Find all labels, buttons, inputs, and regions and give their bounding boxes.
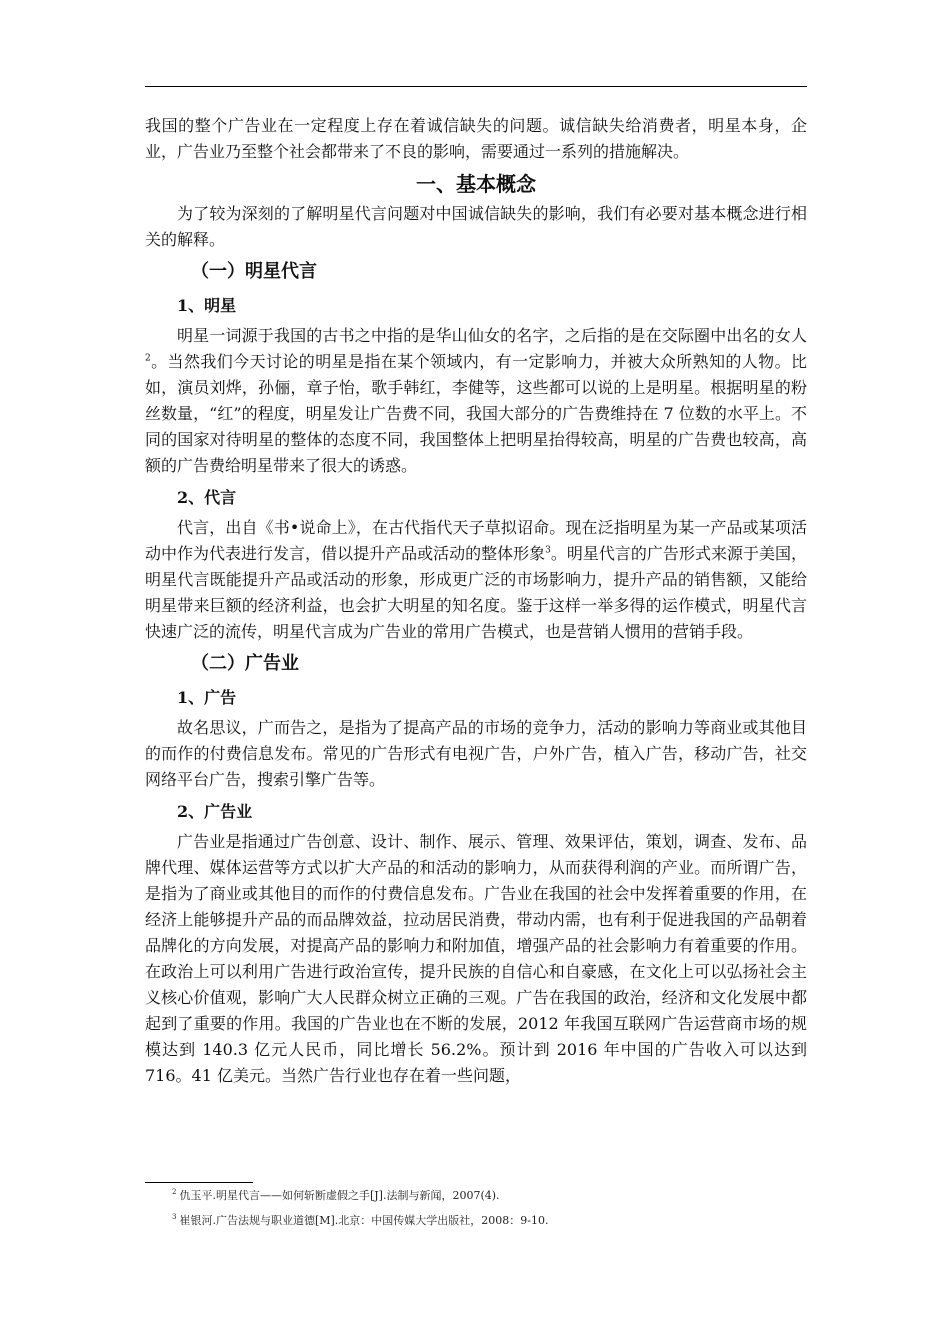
intro-paragraph: 我国的整个广告业在一定程度上存在着诚信缺失的问题。诚信缺失给消费者，明星本身，企业，广告业乃至整个社会都带来了不良的影响，需要通过一系列的措施解决。 — [145, 116, 807, 161]
footnote-text: 崔银河.广告法规与职业道德[M].北京：中国传媒大学出版社，2008：9-10. — [179, 1214, 549, 1227]
footnote-text: 仇玉平.明星代言——如何斩断虚假之手[J].法制与新闻，2007(4). — [179, 1189, 500, 1202]
footnote-number: 2 — [172, 1188, 177, 1197]
advertising-industry-paragraph: 广告业是指通过广告创意、设计、制作、展示、管理、效果评估，策划，调查、发布、品牌代理、媒体运营等方式以扩大产品的和活动的影响力，从而获得利润的产业。而所谓广告，是指为了商业或其他目的而作的付费信息发布。广告业在我国的社会中发挥着重要的作用，在经济上能够提升产品的而品牌效益，拉动居民消费，带动内需，也有利于促进我国的产品朝着品牌化的方向发展，对提高产品的影响力和附加值，增强产品的社会影响力有着重要的作用。在政治上可以利用广告进行政治宣传，提升民族的自信心和自豪感，在文化上可以弘扬社会主义核心价值观，影响广大人民群众树立正确的三观。广告在我国的政治，经济和文化发展中都起到了重要的作用。我国的广告业也在不断的发展，2012 年我国互联网广告运营商市场的规模达到 140.3 亿元人民币，同比增长 56.2%。预计到 2016 年中国的广告收入可以达到 716。41 亿美元。当然广告行业也存在着一些问题， — [145, 832, 807, 1085]
footnote-separator — [145, 1182, 253, 1183]
footnote-ref-2[interactable]: 2 — [145, 353, 151, 364]
document-body — [145, 113, 807, 1089]
footnote-2 — [172, 1188, 500, 1204]
item-title-advertising: 1、广告 — [177, 688, 237, 707]
endorsement-text-a: 代言，出自《书•说命上》，在古代指代天子草拟诏命。现在泛指明星为某一产品或某项活动中作为代表进行发言，借以提升产品或活动的整体形象 — [145, 518, 807, 563]
celebrity-paragraph — [145, 323, 807, 479]
section-lead-paragraph: 为了较为深刻的了解明星代言问题对中国诚信缺失的影响，我们有必要对基本概念进行相关的解释。 — [145, 204, 807, 249]
endorsement-paragraph — [145, 515, 807, 645]
advertising-paragraph: 故名思议，广而告之，是指为了提高产品的市场的竞争力，活动的影响力等商业或其他目的而作的付费信息发布。常见的广告形式有电视广告，户外广告，植入广告，移动广告，社交网络平台广告，搜索引擎广告等。 — [145, 718, 807, 789]
celebrity-text-b: 。当然我们今天讨论的明星是指在某个领域内，有一定影响力，并被大众所熟知的人物。比如，演员刘烨，孙俪，章子怡，歌手韩红，李健等，这些都可以说的上是明星。根据明星的粉丝数量，“红”的程度，明星发让广告费不同，我国大部分的广告费维持在 7 位数的水平上。不同的国家对待明星的整体的态度不同，我国整体上把明星抬得较高，明星的广告费也较高，高额的广告费给明星带来了很大的诱惑。 — [145, 352, 807, 475]
subsection-title-advertising-industry: （二）广告业 — [191, 653, 299, 674]
footnote-3 — [172, 1213, 549, 1229]
item-title-endorsement: 2、代言 — [177, 488, 237, 507]
footnote-number: 3 — [172, 1213, 177, 1222]
celebrity-text-a: 明星一词源于我国的古书之中指的是华山仙女的名字，之后指的是在交际圈中出名的女人 — [177, 326, 807, 345]
item-title-celebrity: 1、明星 — [177, 296, 237, 315]
item-title-advertising-industry: 2、广告业 — [177, 802, 253, 821]
header-rule — [145, 86, 807, 87]
subsection-title-celebrity-endorsement: （一）明星代言 — [191, 261, 317, 282]
footnote-ref-3[interactable]: 3 — [545, 545, 551, 556]
section-title: 一、基本概念 — [416, 172, 536, 196]
endorsement-text-b: 。明星代言的广告形式来源于美国，明星代言既能提升产品或活动的形象，形成更广泛的市场影响力，提升产品的销售额，又能给明星带来巨额的经济利益，也会扩大明星的知名度。鉴于这样一举多得的运作模式，明星代言快速广泛的流传，明星代言成为广告业的常用广告模式，也是营销人惯用的营销手段。 — [145, 544, 807, 641]
